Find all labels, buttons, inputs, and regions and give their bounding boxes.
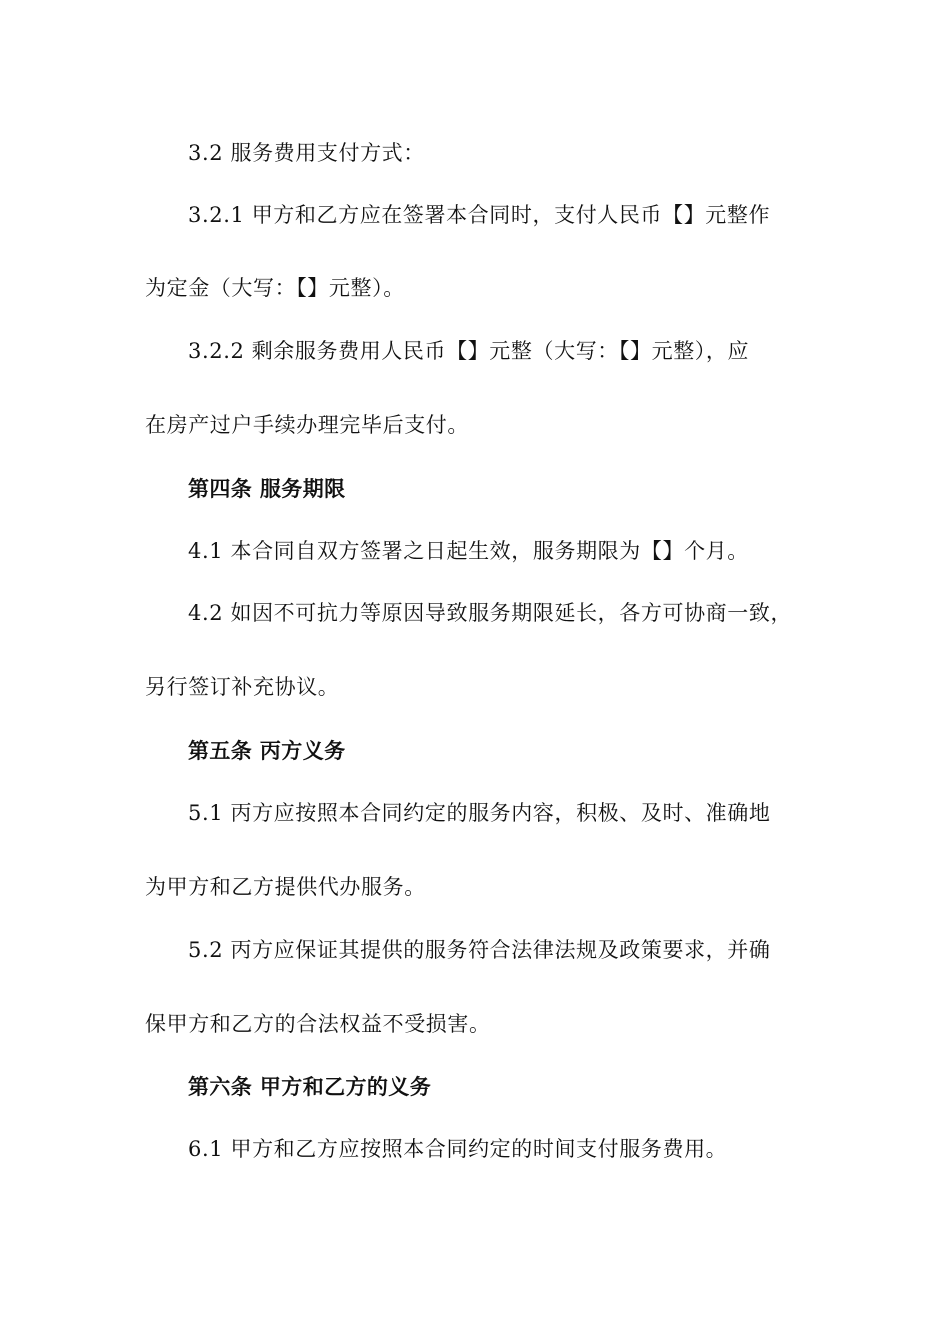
article-4-heading: 第四条 服务期限 [188, 477, 346, 501]
clause-3-2-1-line-2: 为定金（大写：【】元整）。 [145, 276, 405, 300]
clause-4-2-line-2: 另行签订补充协议。 [145, 675, 340, 699]
clause-3-2-2-line-2: 在房产过户手续办理完毕后支付。 [145, 413, 469, 437]
clause-3-2-1-line-1: 3.2.1 甲方和乙方应在签署本合同时，支付人民币【】元整作 [188, 203, 771, 227]
clause-5-2-line-2: 保甲方和乙方的合法权益不受损害。 [145, 1012, 491, 1036]
clause-4-1: 4.1 本合同自双方签署之日起生效，服务期限为【】个月。 [188, 539, 749, 563]
article-6-heading: 第六条 甲方和乙方的义务 [188, 1075, 432, 1099]
clause-5-1-line-2: 为甲方和乙方提供代办服务。 [145, 875, 426, 899]
clause-5-1-line-1: 5.1 丙方应按照本合同约定的服务内容，积极、及时、准确地 [188, 801, 771, 825]
clause-5-2-line-1: 5.2 丙方应保证其提供的服务符合法律法规及政策要求，并确 [188, 938, 771, 962]
clause-3-2-2-line-1: 3.2.2 剩余服务费用人民币【】元整（大写：【】元整），应 [188, 339, 750, 363]
clause-4-2-line-1: 4.2 如因不可抗力等原因导致服务期限延长，各方可协商一致， [188, 601, 793, 625]
clause-3-2: 3.2 服务费用支付方式： [188, 141, 425, 165]
clause-6-1: 6.1 甲方和乙方应按照本合同约定的时间支付服务费用。 [188, 1137, 728, 1161]
article-5-heading: 第五条 丙方义务 [188, 739, 346, 763]
